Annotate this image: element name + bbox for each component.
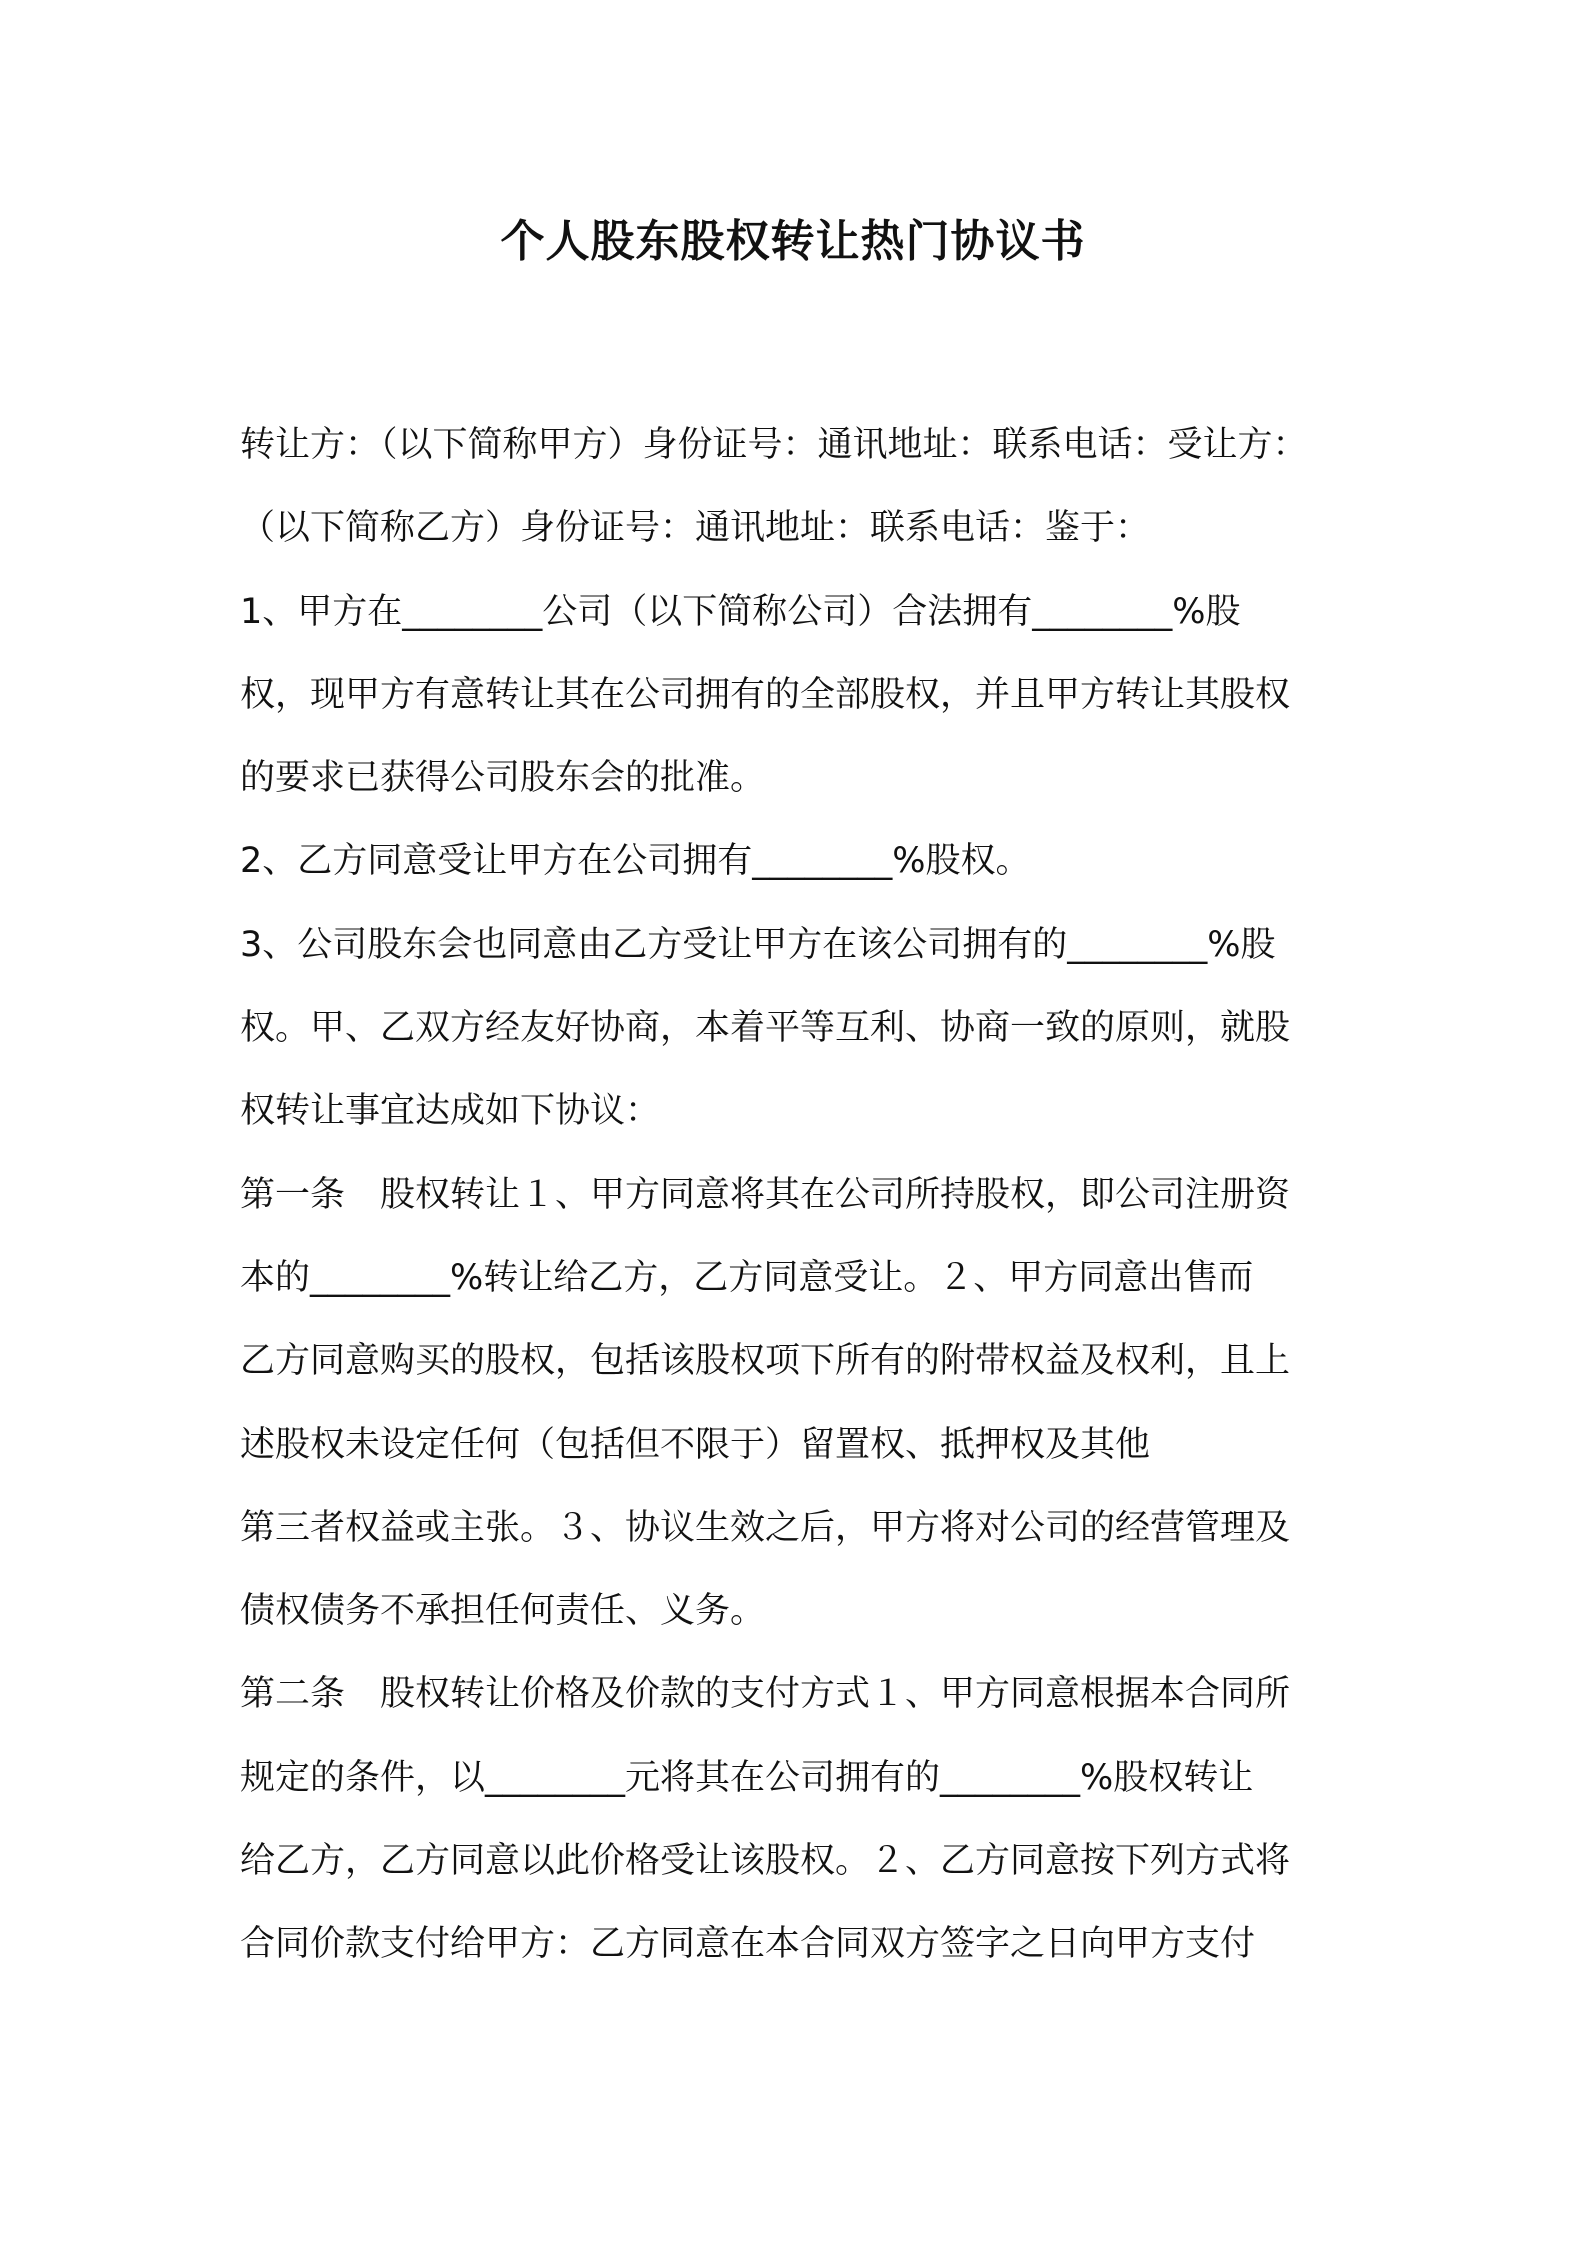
- body-line: 规定的条件，以________元将其在公司拥有的________%股权转让: [240, 1757, 1254, 1798]
- body-line: 权。甲、乙双方经友好协商，本着平等互利、协商一致的原则，就股: [240, 1008, 1291, 1049]
- body-line: 述股权未设定任何（包括但不限于）留置权、抵押权及其他: [240, 1424, 1151, 1465]
- body-line: 给乙方，乙方同意以此价格受让该股权。２、乙方同意按下列方式将: [240, 1841, 1291, 1882]
- body-line: 本的________%转让给乙方，乙方同意受让。２、甲方同意出售而: [240, 1257, 1254, 1298]
- body-line: 乙方同意购买的股权，包括该股权项下所有的附带权益及权利，且上: [240, 1341, 1291, 1382]
- body-line: 转让方：（以下简称甲方）身份证号：通讯地址：联系电话：受让方：: [240, 425, 1308, 465]
- body-line: 第一条 股权转让１、甲方同意将其在公司所持股权，即公司注册资: [240, 1174, 1291, 1215]
- body-line: 第二条 股权转让价格及价款的支付方式１、甲方同意根据本合同所: [240, 1674, 1291, 1715]
- body-line: 权，现甲方有意转让其在公司拥有的全部股权，并且甲方转让其股权: [240, 674, 1291, 715]
- body-line: 1、甲方在________公司（以下简称公司）合法拥有________%股: [240, 591, 1241, 632]
- body-line: （以下简称乙方）身份证号：通讯地址：联系电话：鉴于：: [240, 508, 1151, 549]
- body-line: 权转让事宜达成如下协议：: [240, 1091, 661, 1132]
- body-line: 3、公司股东会也同意由乙方受让甲方在该公司拥有的________%股: [240, 924, 1276, 965]
- body-line: 的要求已获得公司股东会的批准。: [240, 758, 766, 799]
- body-line: 第三者权益或主张。３、协议生效之后，甲方将对公司的经营管理及: [240, 1507, 1291, 1548]
- document-title: 个人股东股权转让热门协议书: [500, 216, 1086, 267]
- body-line: 合同价款支付给甲方：乙方同意在本合同双方签字之日向甲方支付: [240, 1924, 1256, 1965]
- document-body: [240, 404, 1360, 1987]
- body-line: 2、乙方同意受让甲方在公司拥有________%股权。: [240, 841, 1031, 882]
- body-line: 债权债务不承担任何责任、义务。: [240, 1591, 766, 1632]
